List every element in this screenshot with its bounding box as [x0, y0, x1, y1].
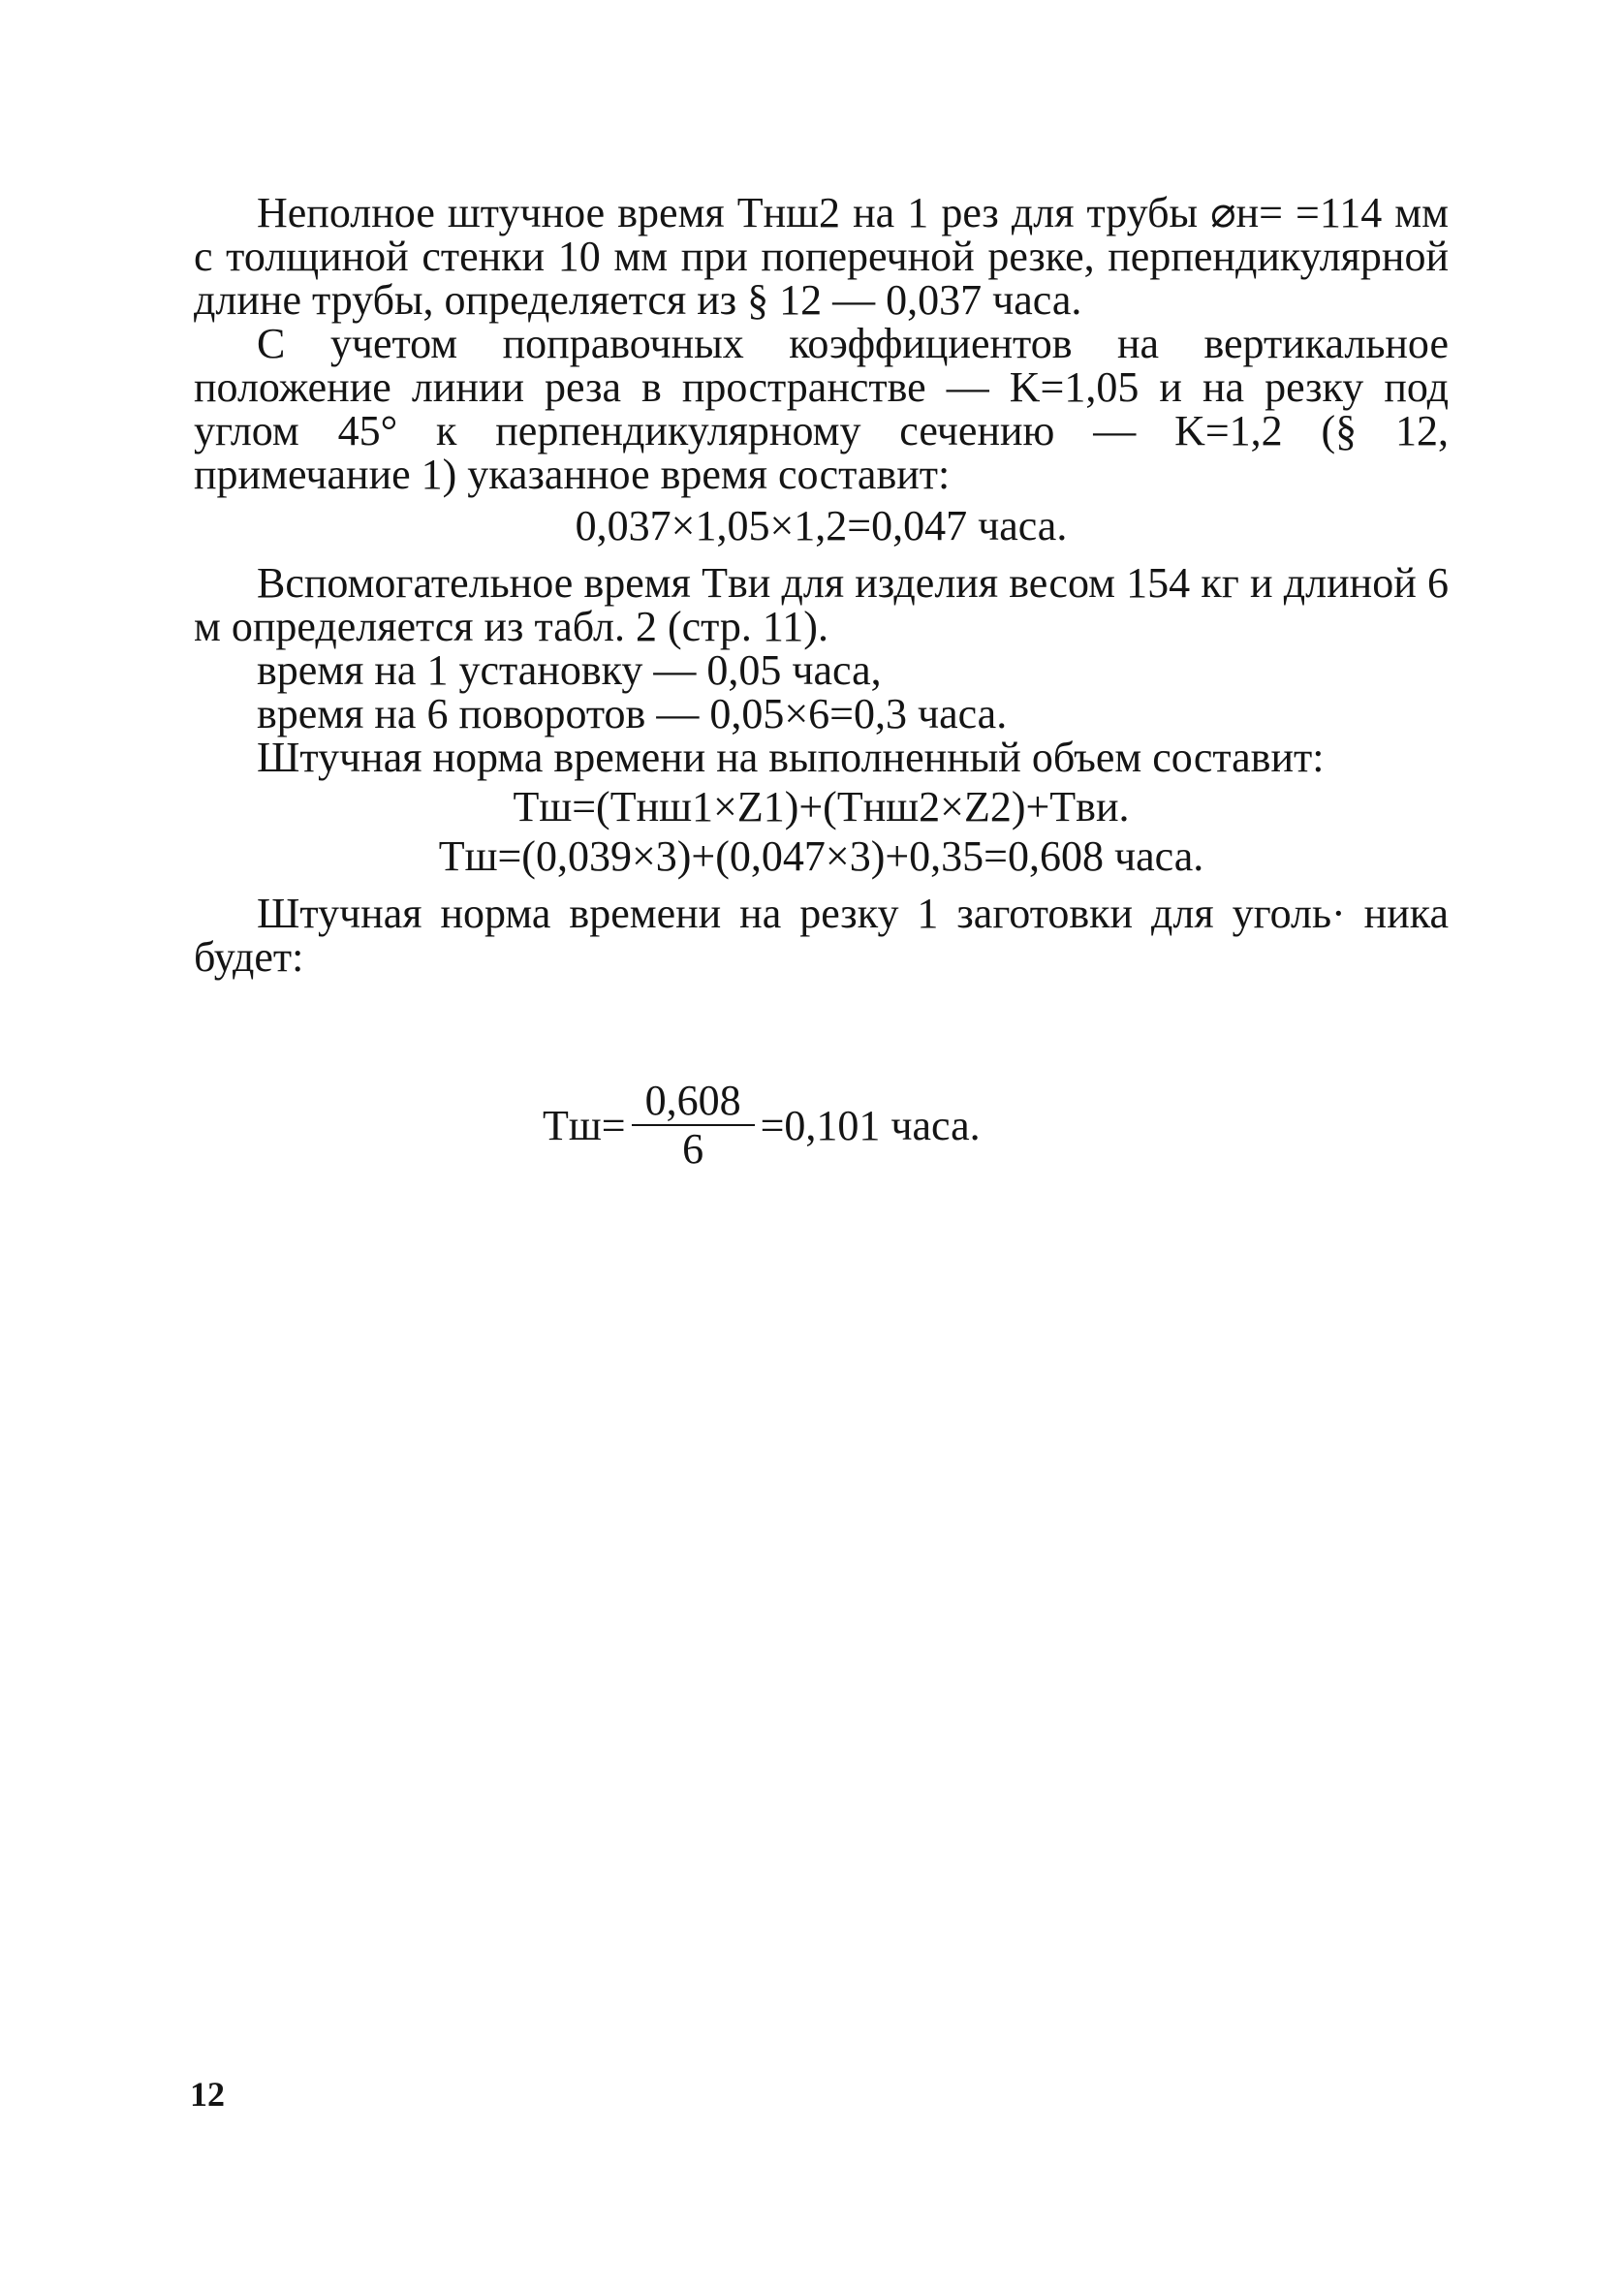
paragraph-5: время на 6 поворотов — 0,05×6=0,3 часа.	[257, 690, 1008, 737]
fraction	[632, 1078, 755, 1173]
paragraph-6: Штучная норма времени на выполненный объем составит:	[257, 734, 1325, 781]
final-formula-rhs: =0,101 часа.	[760, 1101, 981, 1149]
paragraph-7: Штучная норма времени на резку 1 заготовки для уголь· ника будет:	[194, 890, 1449, 981]
formula-2: Tш=(Tнш1×Z1)+(Tнш2×Z2)+Tви.	[513, 783, 1130, 831]
fraction-numerator: 0,608	[632, 1078, 755, 1126]
main-text	[194, 191, 1449, 979]
fraction-denominator: 6	[682, 1125, 704, 1173]
formula-1: 0,037×1,05×1,2=0,047 часа.	[575, 502, 1068, 549]
final-formula	[543, 1078, 981, 1173]
paragraph-3: Вспомогательное время Tви для изделия весом 154 кг и длиной 6 м определяется из табл. 2 (стр. 11).	[194, 559, 1449, 650]
final-formula-lhs: Tш=	[543, 1101, 626, 1149]
paragraph-4: время на 1 установку — 0,05 часа,	[257, 646, 882, 694]
formula-3: Tш=(0,039×3)+(0,047×3)+0,35=0,608 часа.	[438, 832, 1204, 880]
page-number: 12	[190, 2075, 225, 2114]
paragraph-2: С учетом поправочных коэффициентов на вертикальное положение линии реза в пространстве — K=1,05 и на резку под углом 45° к перпендикулярному сечению — K=1,2 (§ 12, примечание 1) указанное время составит:	[194, 320, 1449, 498]
paragraph-1: Неполное штучное время Tнш2 на 1 рез для трубы ⌀н= =114 мм с толщиной стенки 10 мм при поперечной резке, перпендикулярной длине трубы, определяется из § 12 — 0,037 часа.	[194, 189, 1449, 324]
